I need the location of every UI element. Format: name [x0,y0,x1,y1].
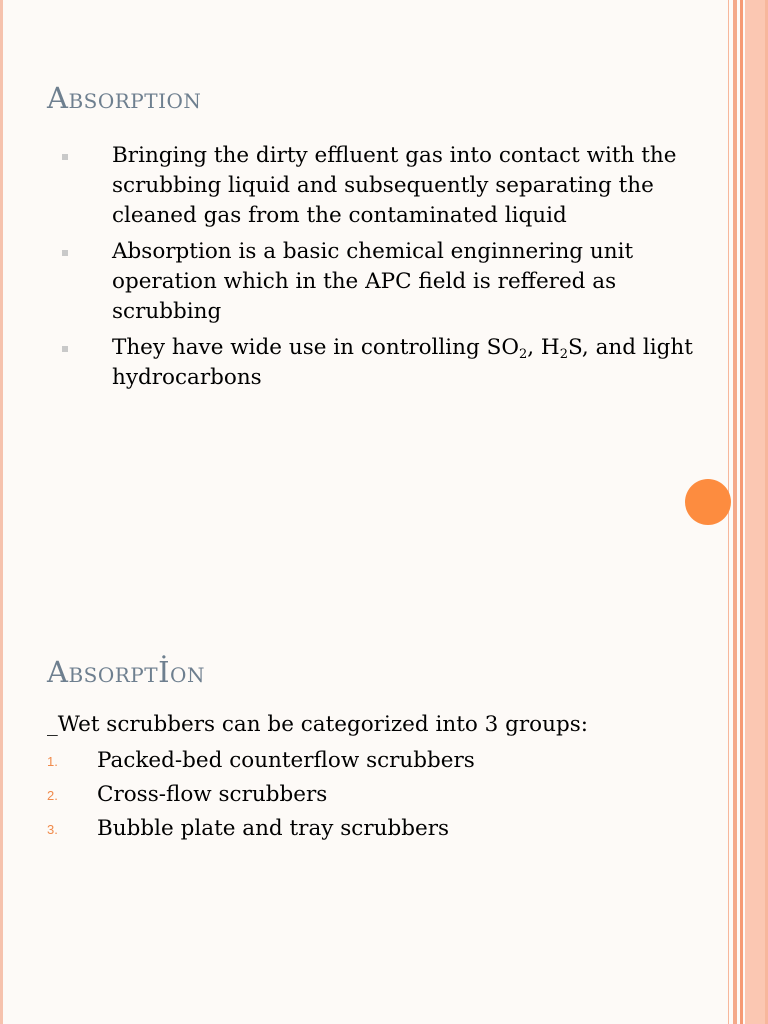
list-item-text: Bubble plate and tray scrubbers [97,816,449,841]
square-bullet-icon [62,346,68,352]
bullet-text-prefix: They have wide use in controlling SO [112,335,519,360]
square-bullet-icon [62,250,68,256]
bullet-item [59,237,723,327]
orange-circle-decoration [685,479,731,525]
left-border-line [0,0,3,1024]
right-stripe [740,0,743,1024]
bullet-text: Absorption is a basic chemical enginnering unit operation which in the APC field is reffered as scrubbing [112,239,634,324]
bullet-text-suffix: S, and light hydrocarbons [112,335,693,390]
list-number-marker: 1. [47,754,58,769]
slide1-bullet-list [59,141,723,399]
bullet-text-mid: , H [527,335,560,360]
bullet-item [59,141,723,231]
slide2-intro-text: _Wet scrubbers can be categorized into 3 groups: [47,712,589,737]
list-item-text: Packed-bed counterflow scrubbers [97,748,475,773]
subscript: 2 [559,347,568,362]
subscript: 2 [518,347,528,362]
square-bullet-icon [62,154,68,160]
bullet-text: Bringing the dirty effluent gas into contact with the scrubbing liquid and subsequently separating the cleaned gas from the contaminated liquid [112,143,677,228]
slide2-title: Absorptİon [47,655,205,689]
bullet-item [59,333,723,393]
list-number-marker: 3. [47,822,58,837]
bullet-text [112,335,693,390]
right-stripe [733,0,737,1024]
slide1-title: Absorption [47,81,202,115]
list-number-marker: 2. [47,788,58,803]
list-item-text: Cross-flow scrubbers [97,782,328,807]
